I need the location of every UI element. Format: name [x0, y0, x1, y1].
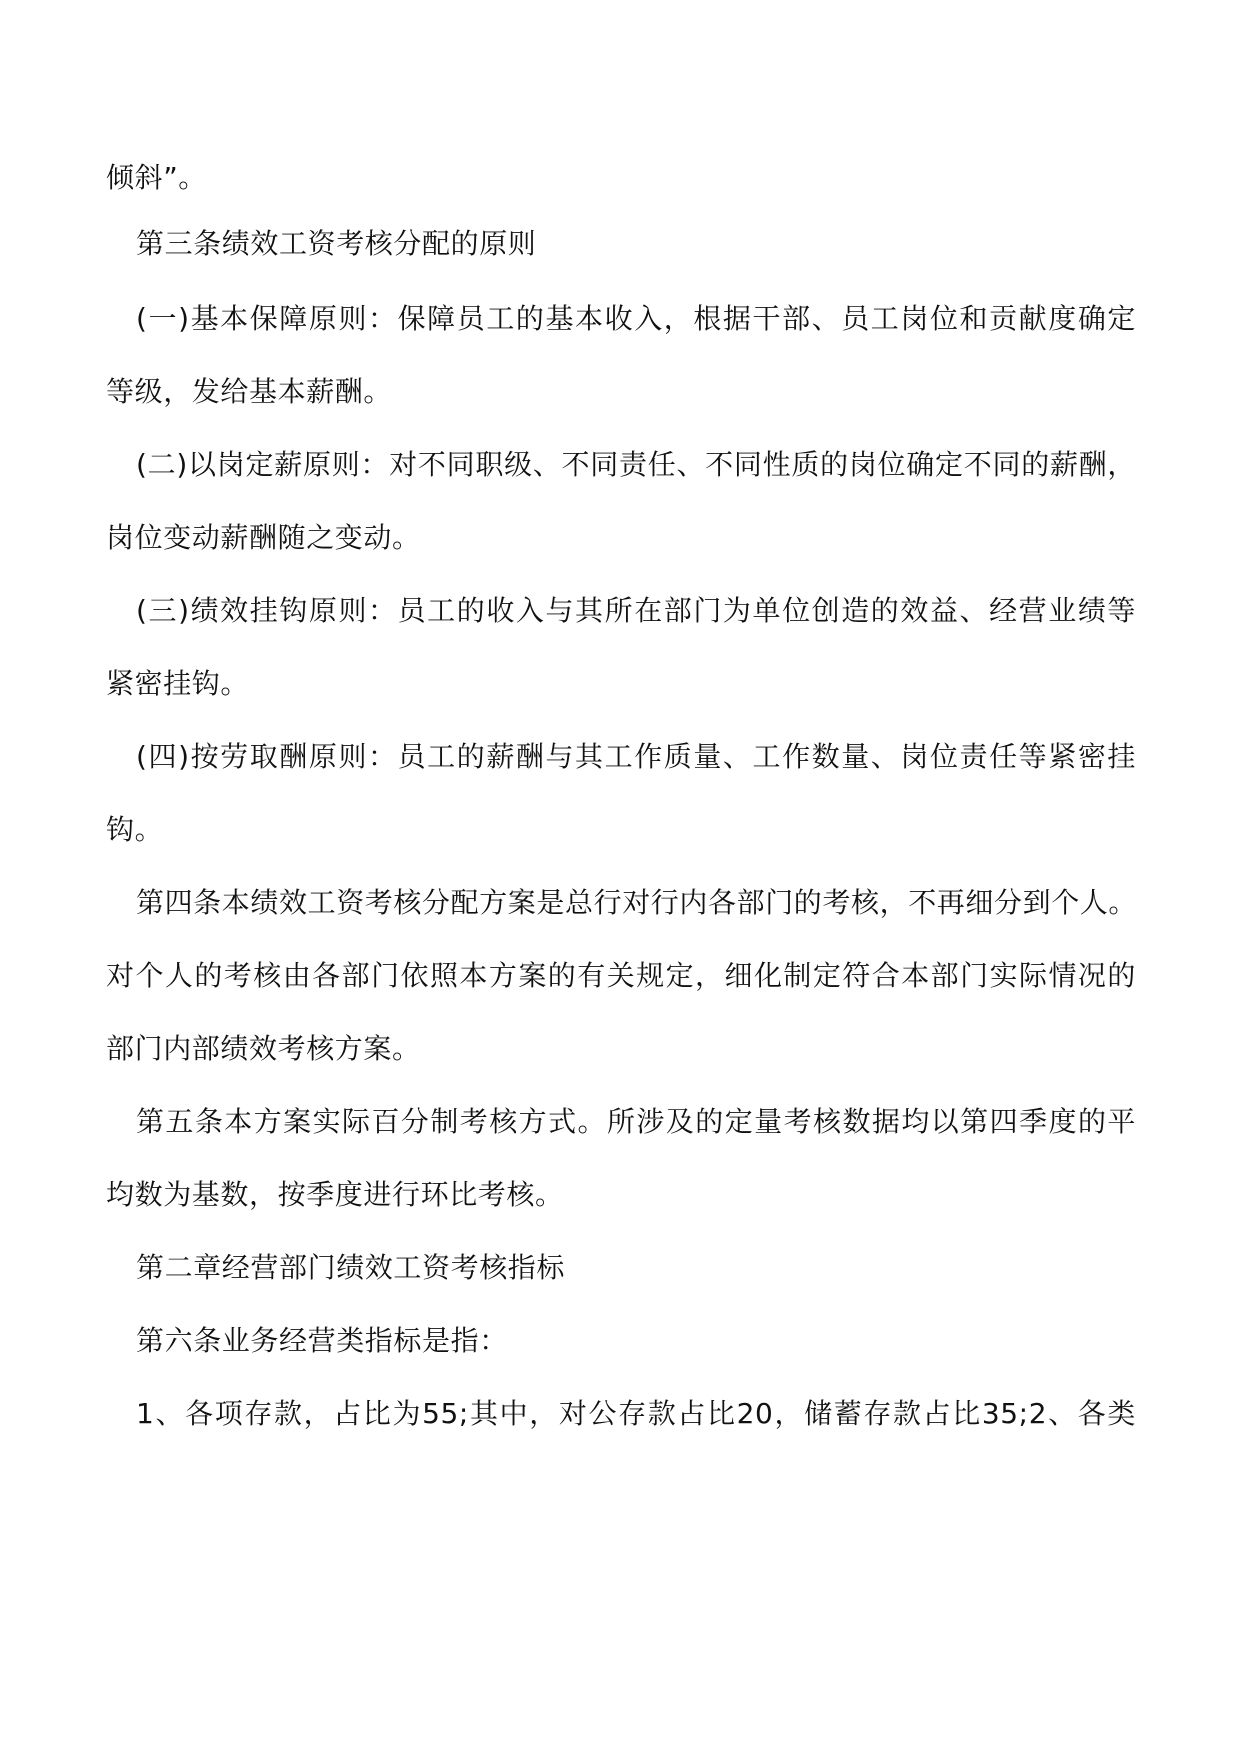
article-4-line-2: 对个人的考核由各部门依照本方案的有关规定，细化制定符合本部门实际情况的 [106, 959, 1136, 992]
article-4-line-1: 第四条本绩效工资考核分配方案是总行对行内各部门的考核，不再细分到个人。 [136, 886, 1138, 919]
article-5-line-1: 第五条本方案实际百分制考核方式。所涉及的定量考核数据均以第四季度的平 [136, 1105, 1136, 1138]
text-line-1: 倾斜”。 [106, 161, 207, 194]
principle-2-line-2: 岗位变动薪酬随之变动。 [106, 521, 421, 554]
chapter-2-heading: 第二章经营部门绩效工资考核指标 [136, 1251, 566, 1284]
article-6-item-line: 1、各项存款，占比为55;其中，对公存款占比20，储蓄存款占比35;2、各类 [136, 1397, 1136, 1430]
principle-1-line-1: (一)基本保障原则：保障员工的基本收入，根据干部、员工岗位和贡献度确定 [136, 302, 1136, 335]
article-5-line-2: 均数为基数，按季度进行环比考核。 [106, 1178, 564, 1211]
article-6-heading: 第六条业务经营类指标是指： [136, 1324, 508, 1357]
principle-2-line-1: (二)以岗定薪原则：对不同职级、不同责任、不同性质的岗位确定不同的薪酬， [136, 448, 1136, 481]
article-3-heading: 第三条绩效工资考核分配的原则 [136, 227, 537, 260]
principle-3-line-1: (三)绩效挂钩原则：员工的收入与其所在部门为单位创造的效益、经营业绩等 [136, 594, 1136, 627]
principle-1-line-2: 等级，发给基本薪酬。 [106, 375, 393, 408]
article-4-line-3: 部门内部绩效考核方案。 [106, 1032, 421, 1065]
principle-4-line-1: (四)按劳取酬原则：员工的薪酬与其工作质量、工作数量、岗位责任等紧密挂 [136, 740, 1136, 773]
principle-3-line-2: 紧密挂钩。 [106, 667, 250, 700]
principle-4-line-2: 钩。 [106, 813, 164, 846]
